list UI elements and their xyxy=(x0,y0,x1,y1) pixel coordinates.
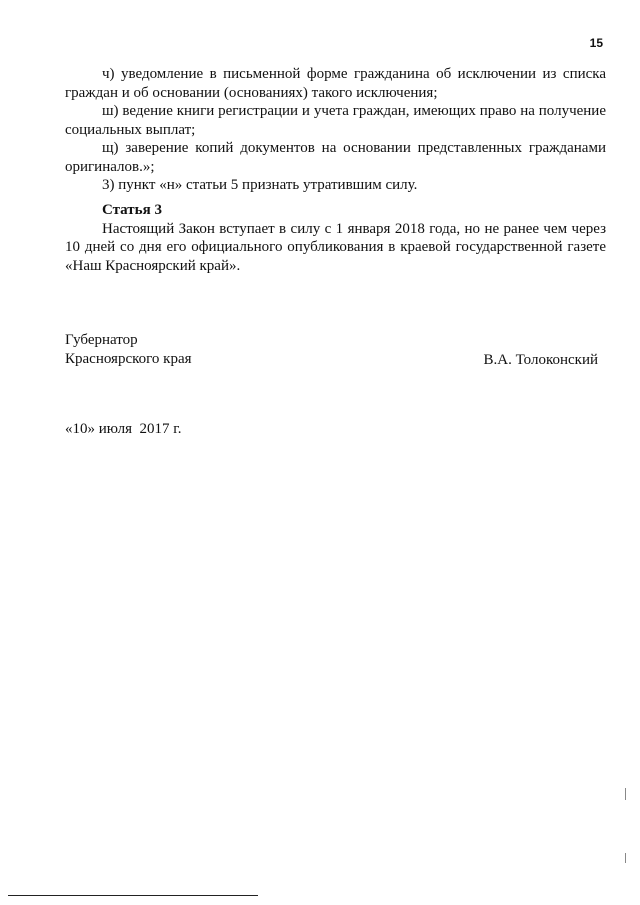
document-date: «10» июля 2017 г. xyxy=(65,421,182,437)
page-number: 15 xyxy=(589,36,603,50)
list-item: ч) уведомление в письменной форме гражданина об исключении из списка граждан и об основании (основаниях) такого исключения; xyxy=(65,66,606,101)
footer-rule xyxy=(8,895,258,896)
amendment-list xyxy=(65,65,606,195)
article-title: Статья 3 xyxy=(102,202,162,218)
article-3-section xyxy=(65,201,606,275)
list-item: 3) пункт «н» статьи 5 признать утратившим силу. xyxy=(102,177,418,193)
list-item: ш) ведение книги регистрации и учета граждан, имеющих право на получение социальных выплат; xyxy=(65,103,606,138)
scan-edge-mark xyxy=(625,853,626,863)
signature-position xyxy=(65,331,192,369)
article-text: Настоящий Закон вступает в силу с 1 января 2018 года, но не ранее чем через 10 дней со дня его официального опубликования в краевой государственной газете «Наш Красноярский край». xyxy=(65,220,606,274)
list-item: щ) заверение копий документов на основании представленных гражданами оригиналов.»; xyxy=(65,140,606,175)
signature-name: В.А. Толоконский xyxy=(483,352,598,368)
scan-edge-mark xyxy=(625,788,626,800)
signature-position-line1: Губернатор xyxy=(65,332,138,348)
signature-position-line2: Красноярского края xyxy=(65,351,192,367)
